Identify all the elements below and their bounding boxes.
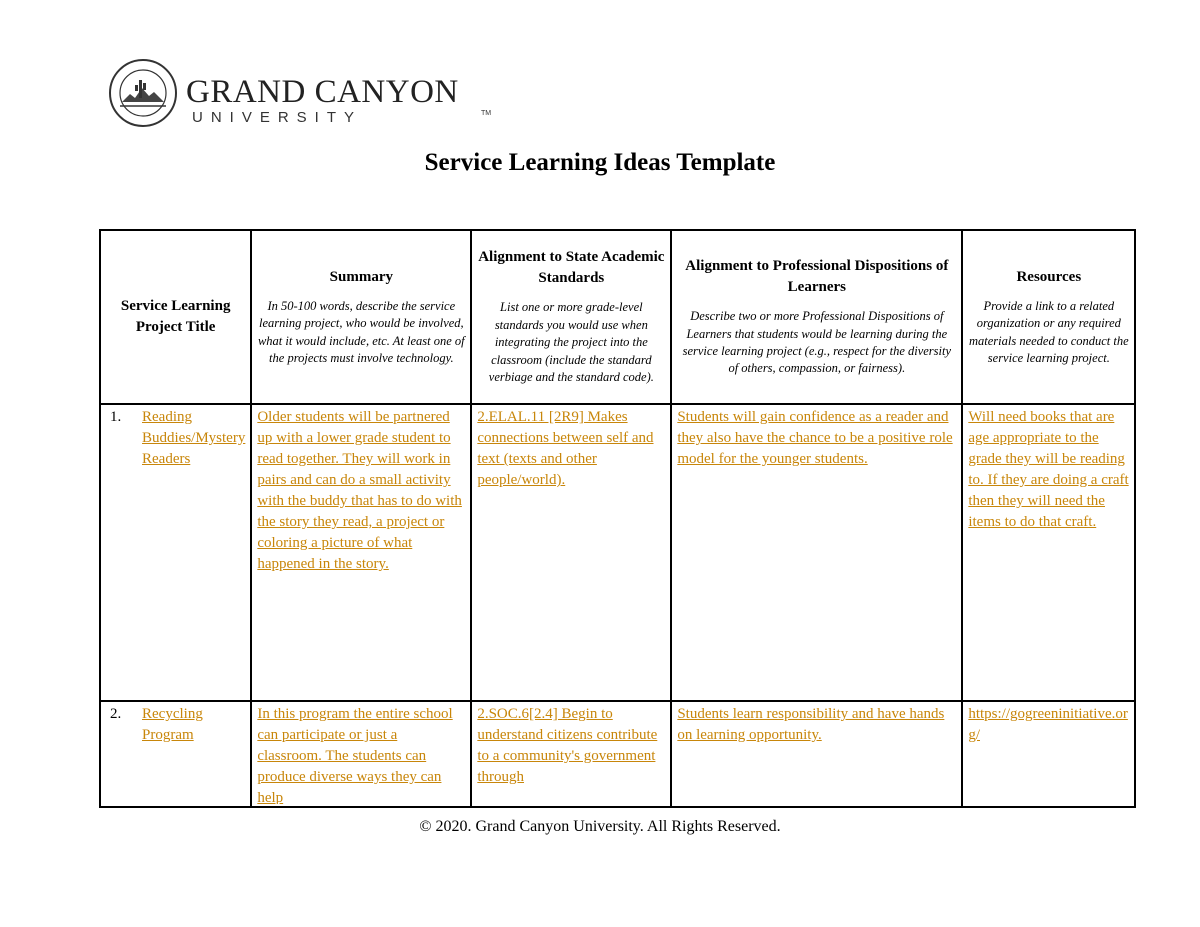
- logo-subtitle: UNIVERSITY: [192, 109, 363, 126]
- header-label: Resources: [1016, 268, 1082, 285]
- header-instructions: In 50-100 words, describe the service learning project, who would be involved, what it would include, etc. At least one of the projects must involve technology.: [257, 298, 465, 365]
- resources-cell: [962, 701, 1135, 807]
- header-label: Service Learning Project Title: [120, 298, 231, 335]
- standards-cell: [471, 701, 671, 807]
- document-title: Service Learning Ideas Template: [424, 149, 776, 176]
- resources-text[interactable]: Will need books that are age appropriate to the grade they will be reading to. If they are doing a craft then they will need the items to do that craft.: [968, 409, 1129, 530]
- header-summary: [251, 230, 471, 404]
- summary-text[interactable]: In this program the entire school can participate or just a classroom. The students can produce diverse ways they can help: [257, 706, 453, 804]
- logo-trademark: TM: [481, 110, 492, 117]
- dispositions-cell: [671, 701, 962, 807]
- header-instructions: Describe two or more Professional Dispositions of Learners that students would be learning during the service learning project (e.g., respect for the diversity of others, compassion, or fairness).: [682, 309, 952, 376]
- table-row: [100, 404, 1135, 701]
- table-row: [100, 701, 1135, 807]
- row-number: 2.: [110, 706, 122, 722]
- header-project-title: [100, 230, 251, 404]
- table-header-row: [100, 230, 1135, 404]
- resources-link[interactable]: https://gogreeninitiative.org/: [968, 706, 1128, 743]
- copyright-footer: © 2020. Grand Canyon University. All Rights Reserved.: [419, 818, 781, 835]
- standards-cell: [471, 404, 671, 701]
- row-number: 1.: [110, 409, 122, 425]
- standards-text[interactable]: 2.SOC.6[2.4] Begin to understand citizens contribute to a community's government through: [477, 706, 658, 785]
- header-dispositions: [671, 230, 962, 404]
- header-label: Summary: [329, 268, 393, 285]
- dispositions-cell: [671, 404, 962, 701]
- logo-wordmark: GRAND CANYON: [186, 74, 459, 110]
- dispositions-text[interactable]: Students learn responsibility and have hands on learning opportunity.: [677, 706, 945, 743]
- project-title-cell: [100, 404, 251, 701]
- header-label: Alignment to State Academic Standards: [478, 249, 665, 287]
- resources-cell: [962, 404, 1135, 701]
- summary-cell: [251, 701, 471, 807]
- service-learning-table: [99, 229, 1136, 808]
- standards-text[interactable]: 2.ELAL.11 [2R9] Makes connections between self and text (texts and other people/world).: [477, 409, 654, 488]
- summary-text[interactable]: Older students will be partnered up with a lower grade student to read together. They will work in pairs and can do a small activity with the buddy that has to do with the story they read, a project or coloring a picture of what happened in the story.: [257, 409, 462, 572]
- dispositions-text[interactable]: Students will gain confidence as a reader and they also have the chance to be a positive role model for the younger students.: [677, 409, 953, 467]
- header-state-standards: [471, 230, 671, 404]
- header-resources: [962, 230, 1135, 404]
- university-seal-icon: [108, 58, 178, 128]
- header-instructions: List one or more grade-level standards you would use when integrating the project into the classroom (include the standard verbiage and the standard code).: [488, 300, 654, 385]
- university-logo: [108, 58, 492, 128]
- project-title-cell: [100, 701, 251, 807]
- project-title-text[interactable]: Recycling Program: [142, 706, 203, 743]
- header-label: Alignment to Professional Dispositions of Learners: [685, 258, 949, 296]
- project-title-text[interactable]: Reading Buddies/Mystery Readers: [142, 409, 246, 467]
- header-instructions: Provide a link to a related organization or any required materials needed to conduct the service learning project.: [968, 298, 1129, 365]
- summary-cell: [251, 404, 471, 701]
